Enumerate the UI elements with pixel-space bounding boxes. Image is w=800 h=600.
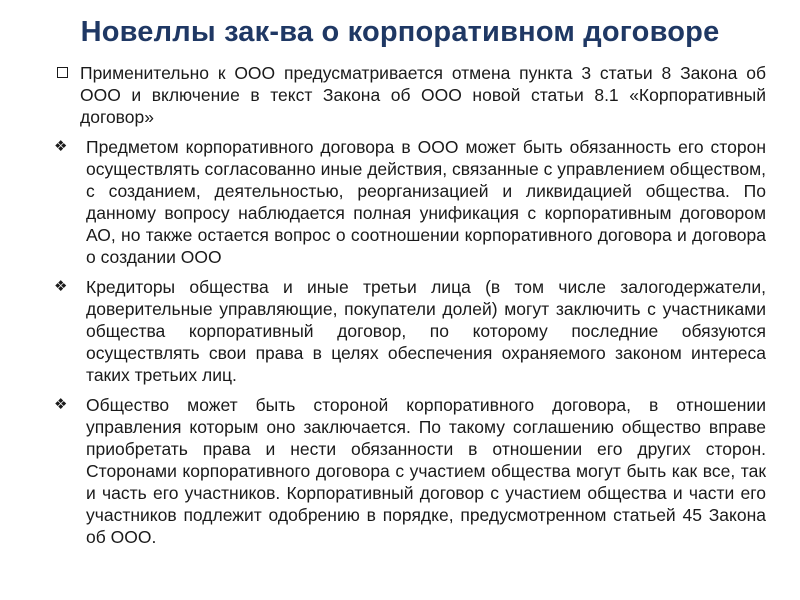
diamond-bullet-icon: ❖	[54, 138, 68, 155]
list-item	[54, 276, 766, 386]
list-item-text: Предметом корпоративного договора в ООО может быть обязанность его сторон осуществлять согласованно иные действия, связанные с управлением обществом, с созданием, деятельностью, реорганизацией и ликвидацией общества. По данному вопросу наблюдается полная унификация с корпоративным договором АО, но также остается вопрос о соотношении корпоративного договора и договора о создании ООО	[86, 137, 766, 267]
list-item-text: Общество может быть стороной корпоративного договора, в отношении управления которым оно заключается. По такому соглашению общество вправе приобретать права и нести обязанности в отношении его других сторон. Сторонами корпоративного договора с участием общества могут быть как все, так и часть его участников. Корпоративный договор с участием общества и части его участников подлежит одобрению в порядке, предусмотренном статьей 45 Закона об ООО.	[86, 395, 766, 547]
diamond-bullet-icon: ❖	[54, 396, 68, 413]
list-item	[54, 62, 766, 128]
list-item	[54, 136, 766, 268]
list-item-text: Применительно к ООО предусматривается отмена пункта 3 статьи 8 Закона об ООО и включение в текст Закона об ООО новой статьи 8.1 «Корпоративный договор»	[80, 63, 766, 127]
slide-title: Новеллы зак-ва о корпоративном договоре	[80, 16, 720, 48]
square-bullet-icon	[57, 67, 68, 78]
list-item-text: Кредиторы общества и иные третьи лица (в том числе залогодержатели, доверительные управляющие, покупатели долей) могут заключить с участниками общества корпоративный договор, по которому последние обязуются осуществлять свои права в целях обеспечения охраняемого законом интереса таких третьих лиц.	[86, 277, 766, 385]
list-item	[54, 394, 766, 548]
bullet-list	[54, 62, 766, 556]
diamond-bullet-icon: ❖	[54, 278, 68, 295]
